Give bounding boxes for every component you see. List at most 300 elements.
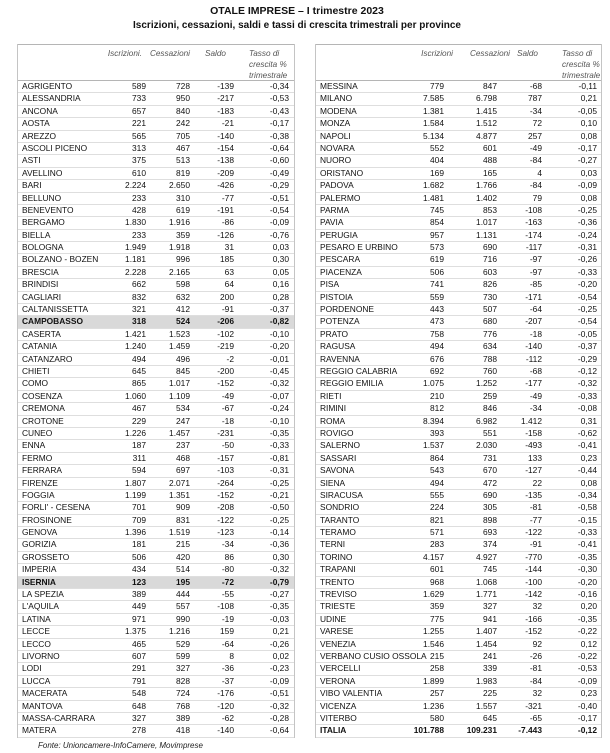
table-row — [316, 688, 601, 700]
tasso-value: -0,01 — [269, 353, 289, 364]
iscrizioni-value: 573 — [430, 242, 444, 253]
header-saldo: Saldo — [205, 49, 226, 58]
tasso-value: -0,24 — [577, 229, 597, 240]
cessazioni-value: 819 — [176, 167, 190, 178]
table-row — [316, 539, 601, 551]
cessazioni-value: 728 — [176, 81, 190, 91]
cessazioni-value: 1.017 — [169, 378, 190, 389]
table-row — [18, 527, 294, 539]
iscrizioni-value: 1.381 — [423, 105, 444, 116]
iscrizioni-value: 187 — [132, 440, 146, 451]
iscrizioni-value: 1.181 — [125, 254, 146, 265]
tasso-value: -0,12 — [577, 365, 597, 376]
province-name: PIACENZA — [320, 266, 362, 277]
table-row — [316, 391, 601, 403]
cessazioni-value: 768 — [176, 700, 190, 711]
iscrizioni-value: 580 — [430, 712, 444, 723]
iscrizioni-value: 733 — [132, 93, 146, 104]
tasso-value: -0,26 — [269, 638, 289, 649]
tasso-value: -0,35 — [269, 601, 289, 612]
iscrizioni-value: 101.788 — [413, 725, 444, 736]
cessazioni-value: 1.766 — [476, 180, 497, 191]
province-name: RIETI — [320, 390, 342, 401]
tasso-value: -0,30 — [577, 564, 597, 575]
saldo-value: -72 — [221, 576, 234, 587]
cessazioni-value: 846 — [483, 403, 497, 414]
tasso-value: -0,27 — [577, 155, 597, 166]
table-row — [18, 403, 294, 415]
saldo-value: -97 — [529, 254, 542, 265]
tasso-value: -0,11 — [578, 81, 597, 91]
iscrizioni-value: 8.394 — [423, 415, 444, 426]
cessazioni-value: 1.771 — [476, 589, 497, 600]
saldo-value: -68 — [529, 365, 542, 376]
tasso-value: -0,35 — [269, 427, 289, 438]
saldo-value: -49 — [221, 390, 234, 401]
table-row — [18, 193, 294, 205]
tasso-value: -0,31 — [577, 242, 597, 253]
tasso-value: -0,08 — [577, 403, 597, 414]
province-name: IMPERIA — [22, 564, 57, 575]
province-name: PRATO — [320, 328, 349, 339]
province-name: PAVIA — [320, 217, 344, 228]
province-name: SASSARI — [320, 452, 357, 463]
iscrizioni-value: 169 — [430, 167, 444, 178]
table-row — [18, 614, 294, 626]
table-row — [316, 564, 601, 576]
tasso-value: -0,29 — [269, 180, 289, 191]
province-name: PESCARA — [320, 254, 361, 265]
tasso-value: -0,49 — [269, 167, 289, 178]
iscrizioni-value: 311 — [132, 452, 146, 463]
table-row — [316, 589, 601, 601]
iscrizioni-value: 610 — [132, 167, 146, 178]
cessazioni-value: 488 — [483, 155, 497, 166]
table-row — [316, 292, 601, 304]
table-row — [316, 242, 601, 254]
province-name: ISERNIA — [22, 576, 56, 587]
table-row — [18, 217, 294, 229]
cessazioni-value: 1.216 — [169, 626, 190, 637]
iscrizioni-value: 555 — [430, 489, 444, 500]
saldo-value: -152 — [217, 378, 234, 389]
tasso-value: -0,17 — [577, 712, 597, 723]
province-name: LUCCA — [22, 675, 51, 686]
tasso-value: -0,37 — [577, 341, 597, 352]
tasso-value: -0,76 — [269, 229, 289, 240]
province-name: PARMA — [320, 204, 350, 215]
tasso-value: 0,08 — [580, 130, 597, 141]
saldo-value: -84 — [529, 180, 542, 191]
highlighted-row — [18, 577, 294, 589]
tasso-value: 0,20 — [580, 601, 597, 612]
cessazioni-value: 731 — [483, 452, 497, 463]
saldo-value: -19 — [221, 613, 234, 624]
cessazioni-value: 601 — [483, 142, 497, 153]
header-tasso-line-2: crescita % — [562, 60, 600, 69]
header-tasso-line-2: crescita % — [249, 60, 287, 69]
cessazioni-value: 1.916 — [169, 217, 190, 228]
table-row — [316, 614, 601, 626]
tasso-value: -0,25 — [577, 304, 597, 315]
saldo-value: 8 — [229, 650, 234, 661]
table-row — [18, 725, 294, 737]
table-row — [18, 564, 294, 576]
iscrizioni-value: 257 — [430, 688, 444, 699]
iscrizioni-value: 494 — [430, 341, 444, 352]
table-row — [18, 651, 294, 663]
iscrizioni-value: 865 — [132, 378, 146, 389]
iscrizioni-value: 812 — [430, 403, 444, 414]
tasso-value: -0,32 — [269, 564, 289, 575]
saldo-value: -127 — [525, 465, 542, 476]
saldo-value: 22 — [532, 477, 542, 488]
table-row — [18, 701, 294, 713]
iscrizioni-value: 494 — [430, 477, 444, 488]
table-row — [18, 230, 294, 242]
province-name: AREZZO — [22, 130, 56, 141]
saldo-value: -108 — [217, 601, 234, 612]
saldo-value: -138 — [217, 155, 234, 166]
iscrizioni-value: 359 — [430, 601, 444, 612]
cessazioni-value: 950 — [176, 93, 190, 104]
iscrizioni-value: 589 — [132, 81, 146, 91]
iscrizioni-value: 1.075 — [423, 378, 444, 389]
province-name: PESARO E URBINO — [320, 242, 398, 253]
saldo-value: -152 — [217, 489, 234, 500]
iscrizioni-value: 741 — [430, 279, 444, 290]
table-row — [18, 168, 294, 180]
tasso-value: -0,37 — [269, 304, 289, 315]
table-row — [316, 676, 601, 688]
saldo-value: -108 — [525, 204, 542, 215]
saldo-value: -139 — [217, 81, 234, 91]
tasso-value: -0,58 — [577, 502, 597, 513]
tasso-value: 0,08 — [580, 192, 597, 203]
province-name: MONZA — [320, 118, 351, 129]
province-name: CALTANISSETTA — [22, 304, 89, 315]
cessazioni-value: 241 — [483, 650, 497, 661]
table-body — [316, 81, 601, 738]
table-row — [18, 304, 294, 316]
saldo-value: 133 — [528, 452, 542, 463]
table-row — [316, 416, 601, 428]
iscrizioni-value: 5.134 — [423, 130, 444, 141]
tasso-value: 0,16 — [272, 279, 289, 290]
iscrizioni-value: 775 — [430, 613, 444, 624]
cessazioni-value: 524 — [176, 316, 190, 327]
tasso-value: -0,22 — [577, 626, 597, 637]
tasso-value: -0,38 — [269, 130, 289, 141]
iscrizioni-value: 1.236 — [423, 700, 444, 711]
tasso-value: -0,27 — [269, 589, 289, 600]
province-name: SALERNO — [320, 440, 361, 451]
province-name: NUORO — [320, 155, 352, 166]
cessazioni-value: 1.983 — [476, 675, 497, 686]
iscrizioni-value: 821 — [430, 514, 444, 525]
tasso-value: 0,21 — [272, 626, 289, 637]
iscrizioni-value: 1.060 — [125, 390, 146, 401]
tasso-value: -0,54 — [577, 316, 597, 327]
table-row — [316, 428, 601, 440]
table-row — [18, 354, 294, 366]
cessazioni-value: 374 — [483, 539, 497, 550]
province-name: MESSINA — [320, 81, 358, 91]
saldo-value: -100 — [525, 576, 542, 587]
saldo-value: 257 — [528, 130, 542, 141]
table-row — [18, 465, 294, 477]
table-row — [18, 93, 294, 105]
saldo-value: 787 — [528, 93, 542, 104]
iscrizioni-value: 375 — [132, 155, 146, 166]
header-cessazioni: Cessazioni — [149, 49, 190, 58]
tasso-value: 0,02 — [272, 650, 289, 661]
saldo-value: -135 — [525, 489, 542, 500]
province-name: BOLZANO - BOZEN — [22, 254, 99, 265]
saldo-value: -122 — [525, 527, 542, 538]
iscrizioni-value: 2.224 — [125, 180, 146, 191]
province-name: TRAPANI — [320, 564, 356, 575]
province-name: COMO — [22, 378, 49, 389]
table-row — [316, 465, 601, 477]
iscrizioni-value: 971 — [132, 613, 146, 624]
cessazioni-value: 529 — [176, 638, 190, 649]
saldo-value: 64 — [224, 279, 234, 290]
iscrizioni-value: 559 — [430, 291, 444, 302]
table-row — [18, 539, 294, 551]
cessazioni-value: 1.918 — [169, 242, 190, 253]
table-row — [316, 639, 601, 651]
cessazioni-value: 1.131 — [476, 229, 497, 240]
cessazioni-value: 716 — [483, 254, 497, 265]
table-row — [18, 292, 294, 304]
saldo-value: -80 — [221, 564, 234, 575]
cessazioni-value: 690 — [483, 242, 497, 253]
saldo-value: -77 — [529, 514, 542, 525]
table-row — [316, 316, 601, 328]
cessazioni-value: 828 — [176, 675, 190, 686]
table-row — [316, 143, 601, 155]
saldo-value: -217 — [217, 93, 234, 104]
saldo-value: -191 — [217, 204, 234, 215]
table-row — [316, 267, 601, 279]
iscrizioni-value: 233 — [132, 229, 146, 240]
tasso-value: -0,41 — [577, 440, 597, 451]
tasso-value: 0,23 — [580, 452, 597, 463]
header-tasso — [562, 48, 600, 81]
iscrizioni-value: 758 — [430, 328, 444, 339]
tasso-value: -0,36 — [577, 217, 597, 228]
saldo-value: -126 — [217, 229, 234, 240]
province-name: MACERATA — [22, 688, 68, 699]
cessazioni-value: 444 — [176, 589, 190, 600]
tasso-value: -0,81 — [269, 452, 289, 463]
saldo-value: -36 — [221, 663, 234, 674]
iscrizioni-value: 449 — [132, 601, 146, 612]
tasso-value: -0,53 — [577, 663, 597, 674]
iscrizioni-value: 968 — [430, 576, 444, 587]
cessazioni-value: 215 — [176, 539, 190, 550]
saldo-value: -493 — [525, 440, 542, 451]
table-row — [18, 391, 294, 403]
saldo-value: -140 — [217, 725, 234, 736]
cessazioni-value: 898 — [483, 514, 497, 525]
tasso-value: -0,53 — [269, 93, 289, 104]
tasso-value: -0,40 — [577, 700, 597, 711]
province-name: REGGIO CALABRIA — [320, 365, 398, 376]
iscrizioni-value: 428 — [132, 204, 146, 215]
table-row — [18, 428, 294, 440]
cessazioni-value: 2.650 — [169, 180, 190, 191]
tasso-value: -0,51 — [269, 192, 289, 203]
province-name: ANCONA — [22, 105, 58, 116]
table-row — [316, 490, 601, 502]
cessazioni-value: 690 — [483, 489, 497, 500]
tasso-value: 0,08 — [580, 477, 597, 488]
table-row — [18, 688, 294, 700]
tasso-value: -0,64 — [269, 725, 289, 736]
header-tasso-line-1: Tasso di — [249, 49, 280, 58]
province-name: CATANIA — [22, 341, 58, 352]
cessazioni-value: 941 — [483, 613, 497, 624]
province-name: VERBANO CUSIO OSSOLA — [320, 650, 427, 661]
saldo-value: 159 — [220, 626, 234, 637]
tasso-value: -0,17 — [269, 118, 289, 129]
tasso-value: -0,12 — [577, 725, 597, 736]
cessazioni-value: 359 — [176, 229, 190, 240]
total-row — [316, 725, 601, 737]
saldo-value: -86 — [221, 217, 234, 228]
cessazioni-value: 6.798 — [476, 93, 497, 104]
saldo-value: -166 — [525, 613, 542, 624]
source-note: Fonte: Unioncamere-InfoCamere, Movimprese — [38, 741, 203, 750]
cessazioni-value: 788 — [483, 353, 497, 364]
tasso-value: -0,62 — [577, 427, 597, 438]
iscrizioni-value: 258 — [430, 663, 444, 674]
iscrizioni-value: 467 — [132, 403, 146, 414]
cessazioni-value: 1.459 — [169, 341, 190, 352]
saldo-value: 86 — [224, 551, 234, 562]
province-name: TRENTO — [320, 576, 355, 587]
saldo-value: -163 — [525, 217, 542, 228]
table-row — [18, 254, 294, 266]
saldo-value: -91 — [221, 304, 234, 315]
iscrizioni-value: 692 — [430, 365, 444, 376]
iscrizioni-value: 123 — [132, 576, 146, 587]
table-row — [316, 478, 601, 490]
province-name: VITERBO — [320, 712, 357, 723]
cessazioni-value: 242 — [176, 118, 190, 129]
tasso-value: -0,26 — [577, 254, 597, 265]
table-row — [316, 329, 601, 341]
iscrizioni-value: 4.157 — [423, 551, 444, 562]
cessazioni-value: 305 — [483, 502, 497, 513]
tasso-value: 0,12 — [580, 638, 597, 649]
cessazioni-value: 730 — [483, 291, 497, 302]
province-name: VENEZIA — [320, 638, 356, 649]
tasso-value: 0,30 — [272, 551, 289, 562]
cessazioni-value: 845 — [176, 365, 190, 376]
saldo-value: -67 — [221, 403, 234, 414]
iscrizioni-value: 215 — [430, 650, 444, 661]
province-name: CAGLIARI — [22, 291, 62, 302]
iscrizioni-value: 389 — [132, 589, 146, 600]
province-name: LIVORNO — [22, 650, 60, 661]
iscrizioni-value: 473 — [430, 316, 444, 327]
province-name: MATERA — [22, 725, 57, 736]
province-name: GORIZIA — [22, 539, 57, 550]
table-row — [316, 354, 601, 366]
cessazioni-value: 507 — [483, 304, 497, 315]
province-name: ENNA — [22, 440, 46, 451]
cessazioni-value: 339 — [483, 663, 497, 674]
cessazioni-value: 165 — [483, 167, 497, 178]
table-row — [18, 601, 294, 613]
tasso-value: -0,05 — [577, 328, 597, 339]
cessazioni-value: 247 — [176, 415, 190, 426]
table-row — [316, 515, 601, 527]
saldo-value: -122 — [217, 514, 234, 525]
tasso-value: -0,45 — [269, 365, 289, 376]
iscrizioni-value: 1.899 — [423, 675, 444, 686]
header-iscrizioni: Iscrizioni — [421, 49, 453, 58]
table-row — [18, 118, 294, 130]
table-row — [18, 626, 294, 638]
province-name: ROMA — [320, 415, 346, 426]
tasso-value: -0,35 — [577, 551, 597, 562]
saldo-value: -219 — [217, 341, 234, 352]
province-name: BERGAMO — [22, 217, 65, 228]
saldo-value: -85 — [529, 279, 542, 290]
province-name: VERCELLI — [320, 663, 361, 674]
cessazioni-value: 195 — [176, 576, 190, 587]
saldo-value: -117 — [525, 242, 542, 253]
province-name: BRESCIA — [22, 266, 59, 277]
table-row — [18, 416, 294, 428]
saldo-value: 4 — [537, 167, 542, 178]
table-body — [18, 81, 294, 738]
province-name: FROSINONE — [22, 514, 72, 525]
province-name: GROSSETO — [22, 551, 70, 562]
province-name: CUNEO — [22, 427, 53, 438]
saldo-value: -34 — [221, 539, 234, 550]
saldo-value: -140 — [525, 341, 542, 352]
iscrizioni-value: 607 — [132, 650, 146, 661]
iscrizioni-value: 224 — [430, 502, 444, 513]
province-name: NOVARA — [320, 142, 355, 153]
table-row — [18, 639, 294, 651]
table-row — [316, 193, 601, 205]
cessazioni-value: 831 — [176, 514, 190, 525]
cessazioni-value: 1.407 — [476, 626, 497, 637]
header-tasso — [249, 48, 287, 81]
province-name: SIENA — [320, 477, 346, 488]
tasso-value: 0,10 — [580, 118, 597, 129]
table-row — [316, 304, 601, 316]
province-name: REGGIO EMILIA — [320, 378, 384, 389]
saldo-value: -50 — [221, 440, 234, 451]
tasso-value: -0,10 — [269, 328, 289, 339]
province-name: TERAMO — [320, 527, 356, 538]
header-tasso-line-1: Tasso di — [562, 49, 593, 58]
province-name: ORISTANO — [320, 167, 364, 178]
cessazioni-value: 4.927 — [476, 551, 497, 562]
saldo-value: -55 — [221, 589, 234, 600]
table-row — [316, 106, 601, 118]
province-name: BOLOGNA — [22, 242, 64, 253]
province-name: ALESSANDRIA — [22, 93, 81, 104]
iscrizioni-value: 1.240 — [125, 341, 146, 352]
